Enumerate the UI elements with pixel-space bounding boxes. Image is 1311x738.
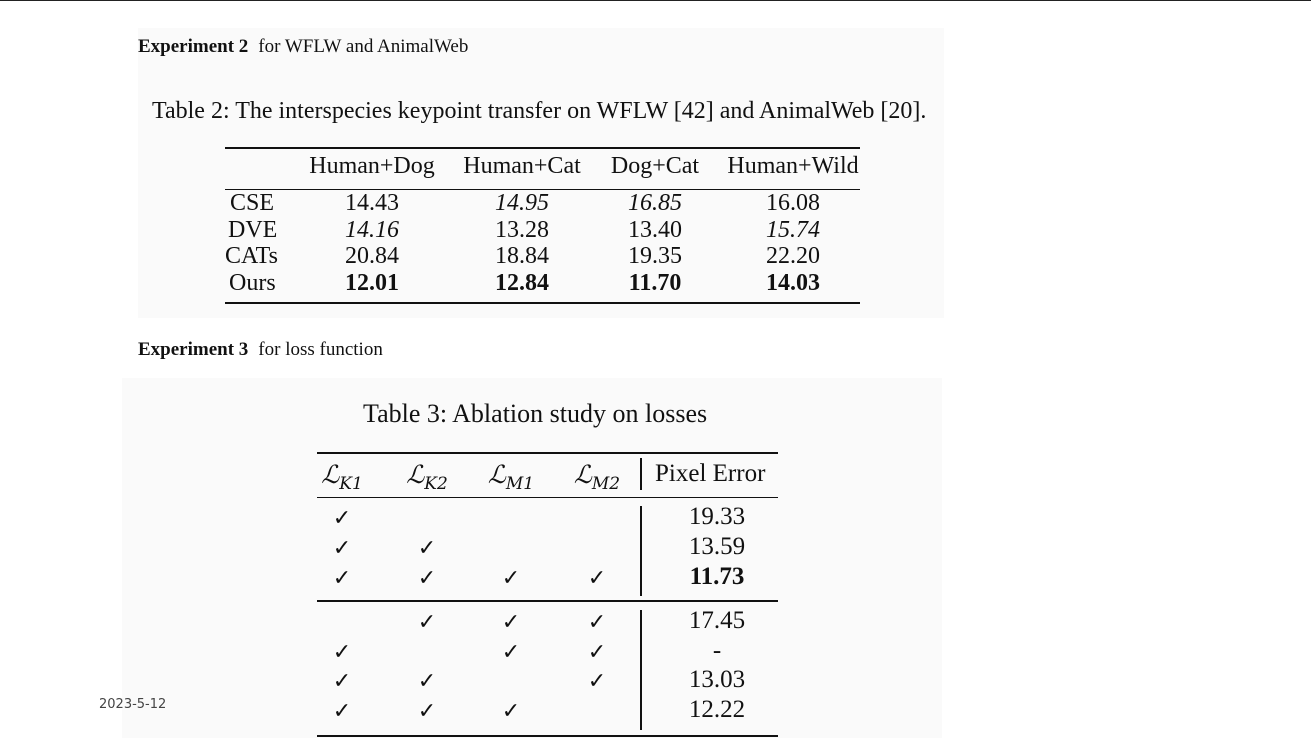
table3-top-rule: [317, 452, 778, 454]
table2-row-label: CSE: [230, 190, 275, 216]
table2-cell: 20.84: [345, 243, 399, 269]
checkmark-icon: ✓: [332, 506, 352, 531]
table2-col-header: Dog+Cat: [610, 153, 700, 179]
experiment3-text: for loss function: [258, 339, 383, 360]
checkmark-icon: ✓: [501, 610, 521, 635]
table3-header-divider: [640, 458, 642, 490]
loss-subscript: K1: [339, 474, 363, 494]
checkmark-icon: ✓: [587, 610, 607, 635]
loss-header-m1: [488, 460, 534, 494]
loss-subscript: M1: [505, 474, 535, 494]
table2: [225, 147, 860, 305]
pixel-error-value: 11.73: [689, 563, 745, 590]
table2-cell: 12.01: [345, 270, 399, 296]
checkmark-icon: ✓: [417, 566, 437, 591]
checkmark-icon: ✓: [587, 640, 607, 665]
footer-date: 2023-5-12: [99, 697, 167, 712]
table3: [317, 452, 778, 738]
pixel-error-value: 19.33: [688, 503, 746, 530]
table2-cell: 14.03: [766, 270, 820, 296]
table2-row-label: DVE: [228, 217, 278, 243]
checkmark-icon: ✓: [417, 699, 437, 724]
table2-cell: 19.35: [628, 243, 682, 269]
table2-row-label: Ours: [229, 270, 276, 296]
loss-subscript: K2: [424, 474, 448, 494]
table2-row-label: CATs: [225, 243, 279, 269]
checkmark-icon: ✓: [332, 536, 352, 561]
table2-cell: 16.85: [628, 190, 682, 216]
table3-divider: [640, 610, 642, 730]
pixel-error-value: 13.59: [688, 533, 746, 560]
table3-caption: Table 3: Ablation study on losses: [363, 399, 708, 428]
table2-cell: 22.20: [766, 243, 820, 269]
pixel-error-header: Pixel Error: [655, 460, 766, 487]
table2-bottom-rule: [225, 302, 860, 304]
table2-cell: 15.74: [766, 217, 820, 243]
pixel-error-value: 17.45: [688, 607, 746, 634]
experiment2-text: for WFLW and AnimalWeb: [258, 36, 469, 57]
pixel-error-value: 13.03: [688, 666, 746, 693]
table3-bottom-rule: [317, 735, 778, 737]
table2-col-header: Human+Wild: [727, 153, 859, 179]
experiment2-label: Experiment 2: [138, 36, 249, 57]
table2-cell: 11.70: [628, 270, 682, 296]
table2-cell: 12.84: [495, 270, 549, 296]
table2-cell: 13.40: [628, 217, 682, 243]
checkmark-icon: ✓: [501, 699, 521, 724]
table3-divider: [640, 506, 642, 596]
checkmark-icon: ✓: [332, 640, 352, 665]
loss-header-k2: [406, 460, 448, 494]
checkmark-icon: ✓: [332, 669, 352, 694]
table2-cell: 14.95: [495, 190, 549, 216]
table2-cell: 13.28: [495, 217, 549, 243]
top-border: [0, 0, 1311, 1]
pixel-error-value: -: [712, 637, 722, 664]
loss-subscript: M2: [591, 474, 621, 494]
checkmark-icon: ✓: [417, 610, 437, 635]
checkmark-icon: ✓: [501, 566, 521, 591]
loss-symbol: ℒ: [406, 460, 425, 489]
table2-top-rule: [225, 147, 860, 149]
table2-col-header: Human+Dog: [309, 153, 435, 179]
table2-cell: 14.43: [345, 190, 399, 216]
checkmark-icon: ✓: [587, 669, 607, 694]
loss-symbol: ℒ: [321, 460, 340, 489]
loss-symbol: ℒ: [487, 460, 506, 489]
experiment2-heading: [138, 36, 468, 58]
table2-cell: 14.16: [345, 217, 399, 243]
checkmark-icon: ✓: [332, 566, 352, 591]
checkmark-icon: ✓: [417, 669, 437, 694]
checkmark-icon: ✓: [501, 640, 521, 665]
table2-cell: 16.08: [766, 190, 820, 216]
pixel-error-value: 12.22: [688, 696, 746, 723]
loss-header-m2: [574, 460, 620, 494]
table2-cell: 18.84: [495, 243, 549, 269]
checkmark-icon: ✓: [332, 699, 352, 724]
table3-header-rule: [317, 497, 778, 498]
loss-header-k1: [321, 460, 363, 494]
table3-midrule: [317, 600, 778, 602]
experiment3-heading: [138, 339, 383, 361]
table2-caption: Table 2: The interspecies keypoint transfer on WFLW [42] and AnimalWeb [20].: [152, 98, 927, 124]
experiment3-label: Experiment 3: [138, 339, 249, 360]
checkmark-icon: ✓: [417, 536, 437, 561]
checkmark-icon: ✓: [587, 566, 607, 591]
table2-col-header: Human+Cat: [463, 153, 581, 179]
loss-symbol: ℒ: [573, 460, 592, 489]
